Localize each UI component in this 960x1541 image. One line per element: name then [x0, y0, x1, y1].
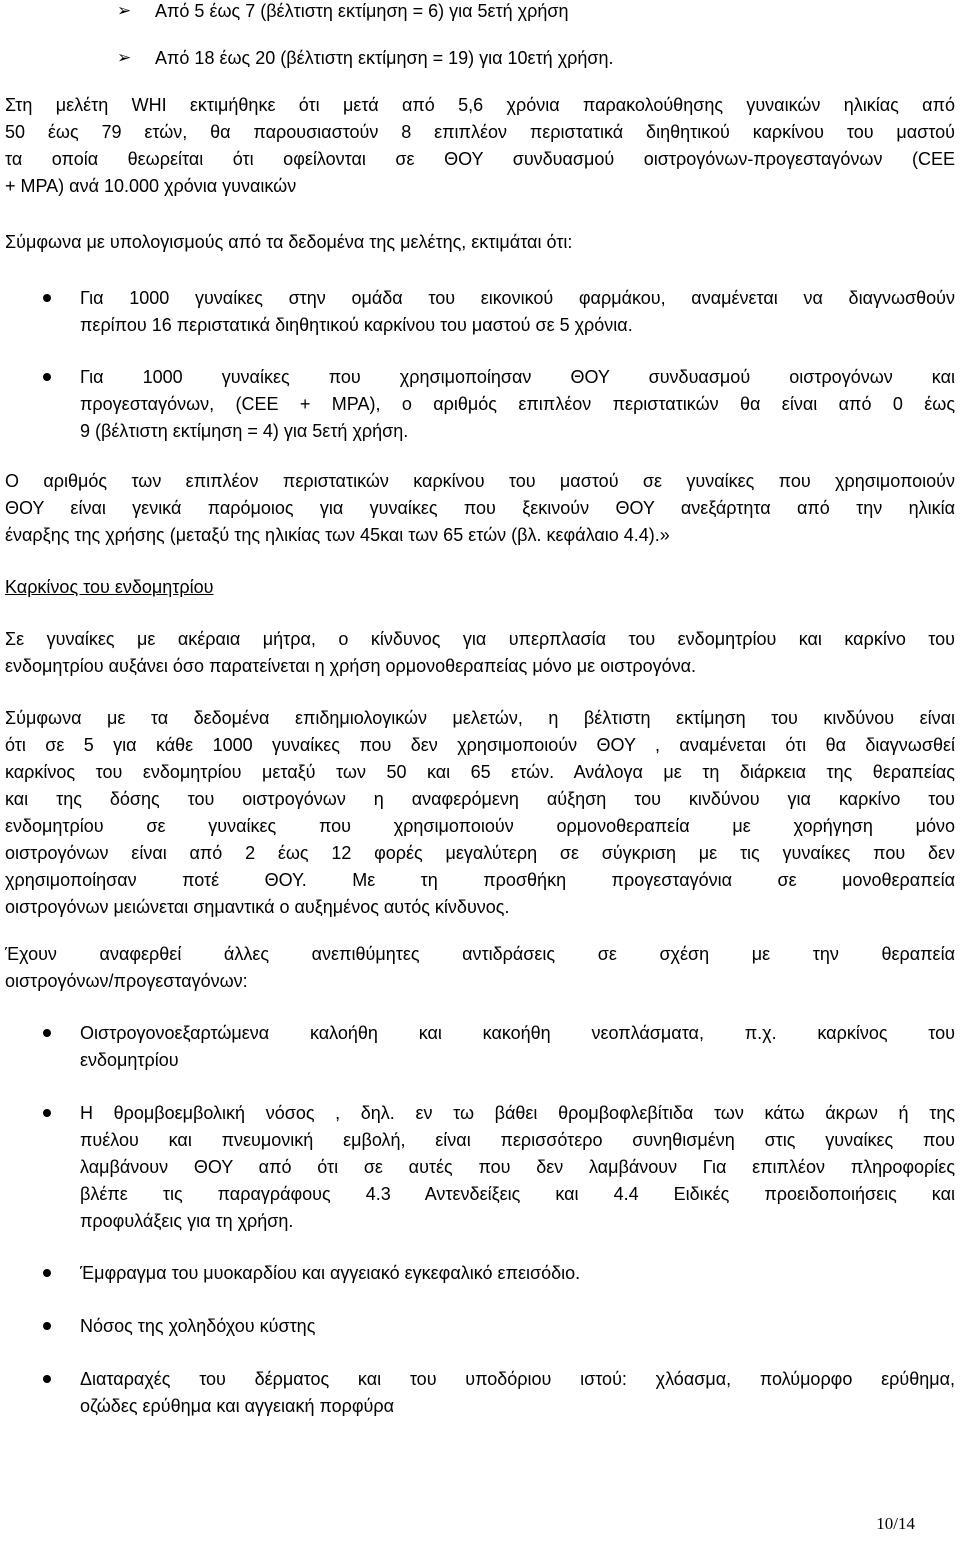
bullet-line: περίπου 16 περιστατικά διηθητικού καρκίνου του μαστού σε 5 χρόνια.: [80, 315, 633, 335]
bullet-line: Για 1000 γυναίκες στην ομάδα του εικονικού φαρμάκου, αναμένεται να διαγνωσθούν: [80, 288, 955, 308]
bullet-line: Έμφραγμα του μυοκαρδίου και αγγειακό εγκεφαλικό επεισόδιο.: [80, 1263, 581, 1283]
paragraph-line: έναρξης της χρήσης (μεταξύ της ηλικίας των 45και των 65 ετών (βλ. κεφάλαιο 4.4).»: [5, 525, 670, 545]
paragraph-line: + MPA) ανά 10.000 χρόνια γυναικών: [5, 176, 297, 196]
paragraph-line: χρησιμοποίησαν ποτέ ΘΟΥ. Με τη προσθήκη προγεσταγόνια σε μονοθεραπεία: [5, 870, 955, 890]
paragraph-line: ότι σε 5 για κάθε 1000 γυναίκες που δεν χρησιμοποιούν ΘΟΥ , αναμένεται ότι θα διαγνωσθεί: [5, 735, 955, 755]
paragraph-line: ΘΟΥ είναι γενικά παρόμοιος για γυναίκες που ξεκινούν ΘΟΥ ανεξάρτητα από την ηλικία: [5, 498, 955, 518]
arrow-bullet-icon: ➢: [117, 1, 132, 20]
paragraph-line: Σε γυναίκες με ακέραια μήτρα, ο κίνδυνος για υπερπλασία του ενδομητρίου και καρκίνο του: [5, 629, 955, 649]
paragraph-line: Έχουν αναφερθεί άλλες ανεπιθύμητες αντιδράσεις σε σχέση με την θεραπεία: [5, 944, 955, 964]
section-heading: Καρκίνος του ενδομητρίου: [5, 577, 214, 597]
bullet-line: προγεσταγόνων, (CEE + MPA), ο αριθμός επιπλέον περιστατικών θα είναι από 0 έως: [80, 394, 955, 414]
paragraph-line: ενδομητρίου σε γυναίκες που χρησιμοποιούν ορμονοθεραπεία με χορήγηση μόνο: [5, 816, 955, 836]
arrow-bullet-icon: ➢: [117, 48, 132, 67]
bullet-line: Η θρομβοεμβολική νόσος , δηλ. εν τω βάθει θρομβοφλεβίτιδα των κάτω άκρων ή της: [80, 1103, 955, 1123]
bullet-line: προφυλάξεις για τη χρήση.: [80, 1211, 294, 1231]
paragraph-line: Ο αριθμός των επιπλέον περιστατικών καρκίνου του μαστού σε γυναίκες που χρησιμοποιούν: [5, 471, 955, 491]
paragraph-line: Σύμφωνα με υπολογισμούς από τα δεδομένα της μελέτης, εκτιμάται ότι:: [5, 232, 573, 252]
page-number: 10/14: [876, 1514, 915, 1533]
bullet-dot-icon: [43, 1269, 51, 1277]
bullet-line: ενδομητρίου: [80, 1050, 179, 1070]
bullet-line: Νόσος της χοληδόχου κύστης: [80, 1316, 316, 1336]
bullet-dot-icon: [43, 1029, 51, 1037]
paragraph-line: οιστρογόνων/προγεσταγόνων:: [5, 971, 248, 991]
paragraph-line: και της δόσης του οιστρογόνων η αναφερόμενη αύξηση του κινδύνου για καρκίνο του: [5, 789, 955, 809]
bullet-dot-icon: [43, 1109, 51, 1117]
bullet-line: οζώδες ερύθημα και αγγειακή πορφύρα: [80, 1396, 395, 1416]
paragraph-line: 50 έως 79 ετών, θα παρουσιαστούν 8 επιπλέον περιστατικά διηθητικού καρκίνου του μαστού: [5, 122, 955, 142]
bullet-dot-icon: [43, 1322, 51, 1330]
top-bullet: Από 18 έως 20 (βέλτιστη εκτίμηση = 19) για 10ετή χρήση.: [155, 48, 614, 68]
paragraph-line: οιστρογόνων μειώνεται σημαντικά ο αυξημένος αυτός κίνδυνος.: [5, 897, 510, 917]
bullet-line: 9 (βέλτιστη εκτίμηση = 4) για 5ετή χρήση.: [80, 421, 409, 441]
paragraph-line: οιστρογόνων είναι από 2 έως 12 φορές μεγαλύτερη σε σύγκριση με τις γυναίκες που δεν: [5, 843, 955, 863]
bullet-line: Για 1000 γυναίκες που χρησιμοποίησαν ΘΟΥ συνδυασμού οιστρογόνων και: [80, 367, 955, 387]
bullet-dot-icon: [43, 373, 51, 381]
bullet-dot-icon: [43, 1375, 51, 1383]
bullet-dot-icon: [43, 294, 51, 302]
bullet-line: Οιστρογονοεξαρτώμενα καλοήθη και κακοήθη νεοπλάσματα, π.χ. καρκίνος του: [80, 1023, 955, 1043]
bullet-line: πυέλου και πνευμονική εμβολή, είναι περισσότερο συνηθισμένη στις γυναίκες που: [80, 1130, 955, 1150]
bullet-line: Διαταραχές του δέρματος και του υποδόριου ιστού: χλόασμα, πολύμορφο ερύθημα,: [80, 1369, 955, 1389]
bullet-line: βλέπε τις παραγράφους 4.3 Αντενδείξεις και 4.4 Ειδικές προειδοποιήσεις και: [80, 1184, 955, 1204]
paragraph-line: Σύμφωνα με τα δεδομένα επιδημιολογικών μελετών, η βέλτιστη εκτίμηση του κινδύνου είναι: [5, 708, 955, 728]
paragraph-line: τα οποία θεωρείται ότι οφείλονται σε ΘΟΥ συνδυασμού οιστρογόνων-προγεσταγόνων (CEE: [5, 149, 955, 169]
paragraph-line: ενδομητρίου αυξάνει όσο παρατείνεται η χρήση ορμονοθεραπείας μόνο με οιστρογόνα.: [5, 656, 697, 676]
bullet-line: λαμβάνουν ΘΟΥ από ότι σε αυτές που δεν λαμβάνουν Για επιπλέον πληροφορίες: [80, 1157, 955, 1177]
top-bullet: Από 5 έως 7 (βέλτιστη εκτίμηση = 6) για 5ετή χρήση: [155, 1, 569, 21]
paragraph-line: καρκίνος του ενδομητρίου μεταξύ των 50 και 65 ετών. Ανάλογα με τη διάρκεια της θεραπείας: [5, 762, 955, 782]
paragraph-line: Στη μελέτη WHI εκτιμήθηκε ότι μετά από 5,6 χρόνια παρακολούθησης γυναικών ηλικίας από: [5, 95, 955, 115]
